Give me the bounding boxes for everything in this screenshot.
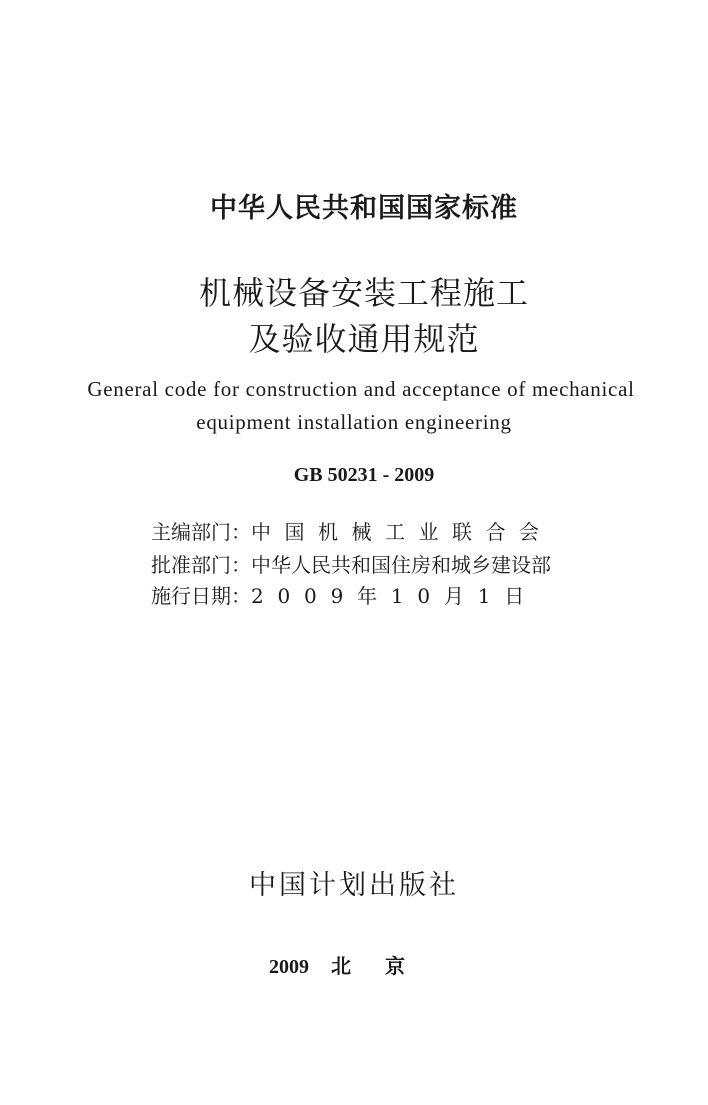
info-row-editor — [151, 516, 581, 545]
info-value: 中国机械工业联合会 — [251, 520, 553, 544]
info-label: 主编部门： — [151, 520, 251, 544]
standard-series: 中华人民共和国国家标准 — [210, 193, 518, 224]
standard-code: GB 50231 - 2009 — [293, 464, 435, 486]
title-english-line1: General code for construction and acceptance of mechanical — [87, 377, 635, 401]
title-english-line2: equipment installation engineering — [196, 410, 512, 434]
title-chinese-line1: 机械设备安装工程施工 — [198, 274, 529, 312]
info-row-effective-date — [151, 580, 581, 609]
info-row-approver — [151, 549, 581, 578]
info-value: 中华人民共和国住房和城乡建设部 — [251, 553, 551, 577]
title-chinese-line2: 及验收通用规范 — [248, 320, 480, 358]
info-value: 2009年10月1日 — [251, 584, 539, 608]
publisher: 中国计划出版社 — [249, 870, 459, 901]
publication-place — [0, 950, 708, 979]
publication-city: 北京 — [331, 954, 439, 978]
publication-year: 2009 — [269, 956, 309, 978]
info-label: 批准部门： — [151, 553, 251, 577]
info-label: 施行日期： — [151, 584, 251, 608]
